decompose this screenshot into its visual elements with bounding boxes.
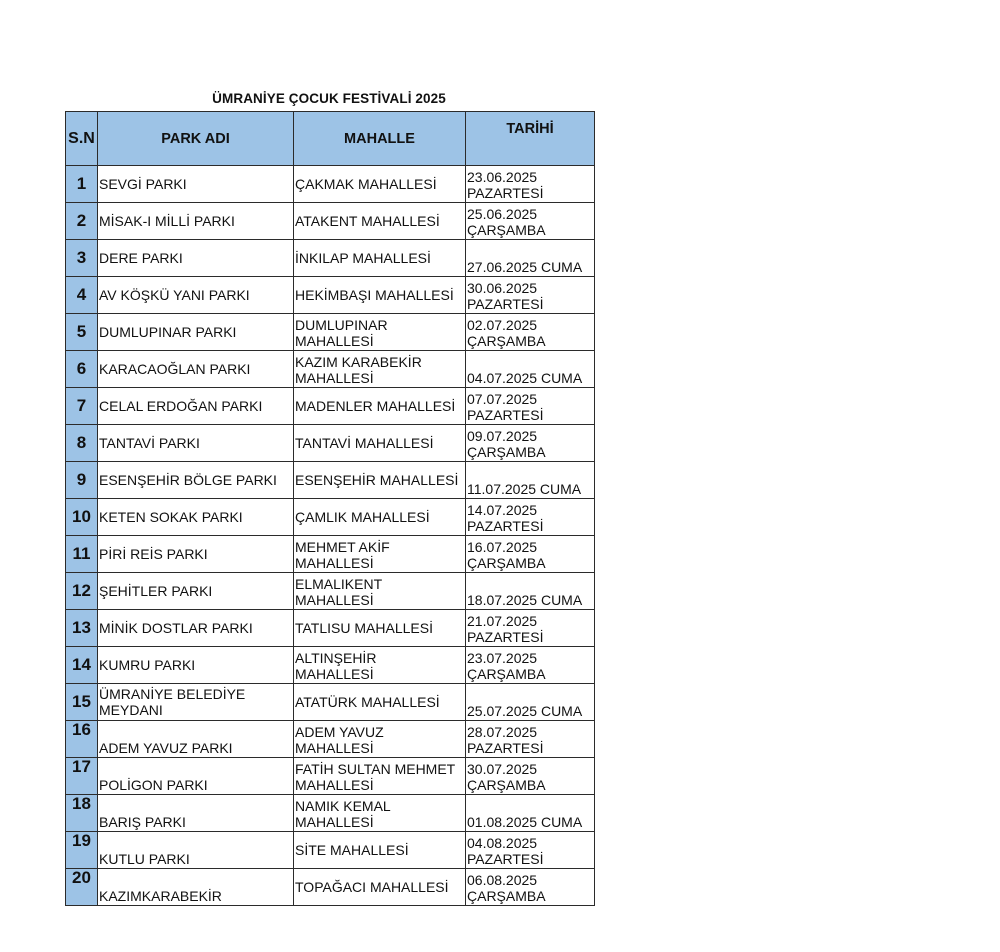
- date-text: ÇARŞAMBA: [467, 777, 546, 793]
- document-title: ÜMRANİYE ÇOCUK FESTİVALİ 2025: [212, 91, 446, 106]
- mahalle-name: MAHALLESİ: [295, 814, 374, 830]
- date-cell: [466, 240, 595, 277]
- row-number: 8: [66, 425, 98, 462]
- table-row: [66, 277, 595, 314]
- mahalle-cell: [294, 684, 466, 721]
- park-name: KUTLU PARKI: [99, 851, 190, 867]
- date-text: 25.06.2025: [467, 206, 538, 222]
- park-name-cell: [98, 610, 294, 647]
- park-name: DERE PARKI: [99, 250, 183, 266]
- row-number: 15: [66, 684, 98, 721]
- park-name-cell: [98, 240, 294, 277]
- row-number: 20: [66, 869, 98, 906]
- row-number: 9: [66, 462, 98, 499]
- date-cell: [466, 166, 595, 203]
- mahalle-cell: [294, 203, 466, 240]
- column-header-sn: S.N: [66, 112, 98, 166]
- mahalle-cell: [294, 610, 466, 647]
- park-name-cell: [98, 351, 294, 388]
- row-number: 10: [66, 499, 98, 536]
- park-name: MİSAK-I MİLLİ PARKI: [99, 213, 235, 229]
- row-number: 14: [66, 647, 98, 684]
- row-number: 4: [66, 277, 98, 314]
- date-text: 01.08.2025 CUMA: [467, 814, 583, 830]
- park-name: KARACAOĞLAN PARKI: [99, 361, 251, 377]
- column-header-mahalle: MAHALLE: [294, 112, 466, 166]
- mahalle-name: MAHALLESİ: [295, 333, 374, 349]
- table-row: [66, 869, 595, 906]
- date-text: ÇARŞAMBA: [467, 222, 546, 238]
- mahalle-name: ATAKENT MAHALLESİ: [295, 213, 440, 229]
- park-name: TANTAVİ PARKI: [99, 435, 200, 451]
- table-row: [66, 536, 595, 573]
- mahalle-name: NAMIK KEMAL: [295, 798, 391, 814]
- park-name: MEYDANI: [99, 702, 163, 718]
- row-number: 19: [66, 832, 98, 869]
- park-name: KAZIMKARABEKİR: [99, 888, 222, 904]
- mahalle-name: MAHALLESİ: [295, 740, 374, 756]
- date-text: ÇARŞAMBA: [467, 666, 546, 682]
- date-text: 23.06.2025: [467, 169, 538, 185]
- row-number: 16: [66, 721, 98, 758]
- mahalle-cell: [294, 721, 466, 758]
- table-row: [66, 462, 595, 499]
- date-cell: [466, 388, 595, 425]
- mahalle-cell: [294, 166, 466, 203]
- date-cell: [466, 758, 595, 795]
- date-text: 25.07.2025 CUMA: [467, 703, 583, 719]
- row-number: 6: [66, 351, 98, 388]
- row-number: 11: [66, 536, 98, 573]
- date-cell: [466, 203, 595, 240]
- mahalle-name: MAHALLESİ: [295, 666, 374, 682]
- park-name-cell: [98, 721, 294, 758]
- park-name-cell: [98, 536, 294, 573]
- park-name-cell: [98, 758, 294, 795]
- date-text: 09.07.2025: [467, 428, 538, 444]
- mahalle-name: ESENŞEHİR MAHALLESİ: [295, 472, 459, 488]
- park-name-cell: [98, 499, 294, 536]
- mahalle-cell: [294, 240, 466, 277]
- mahalle-cell: [294, 277, 466, 314]
- mahalle-name: ATATÜRK MAHALLESİ: [295, 694, 440, 710]
- park-name: ESENŞEHİR BÖLGE PARKI: [99, 472, 277, 488]
- date-cell: [466, 499, 595, 536]
- date-cell: [466, 647, 595, 684]
- row-number: 12: [66, 573, 98, 610]
- table-row: [66, 573, 595, 610]
- park-name-cell: [98, 573, 294, 610]
- mahalle-name: ÇAMLIK MAHALLESİ: [295, 509, 430, 525]
- date-text: 04.07.2025 CUMA: [467, 370, 583, 386]
- mahalle-name: MEHMET AKİF: [295, 539, 390, 555]
- date-text: PAZARTESİ: [467, 740, 544, 756]
- park-name-cell: [98, 795, 294, 832]
- mahalle-cell: [294, 647, 466, 684]
- date-text: ÇARŞAMBA: [467, 444, 546, 460]
- table-row: [66, 721, 595, 758]
- mahalle-cell: [294, 832, 466, 869]
- table-row: [66, 203, 595, 240]
- mahalle-name: ELMALIKENT: [295, 576, 383, 592]
- row-number: 17: [66, 758, 98, 795]
- date-text: 14.07.2025: [467, 502, 538, 518]
- park-name-cell: [98, 462, 294, 499]
- date-cell: [466, 425, 595, 462]
- park-name: AV KÖŞKÜ YANI PARKI: [99, 287, 250, 303]
- mahalle-name: ALTINŞEHİR: [295, 650, 377, 666]
- row-number: 5: [66, 314, 98, 351]
- mahalle-cell: [294, 351, 466, 388]
- date-text: 02.07.2025: [467, 317, 538, 333]
- table-row: [66, 499, 595, 536]
- date-text: PAZARTESİ: [467, 407, 544, 423]
- date-text: PAZARTESİ: [467, 851, 544, 867]
- date-cell: [466, 536, 595, 573]
- mahalle-cell: [294, 536, 466, 573]
- park-name: POLİGON PARKI: [99, 777, 208, 793]
- mahalle-cell: [294, 795, 466, 832]
- date-cell: [466, 869, 595, 906]
- row-number: 3: [66, 240, 98, 277]
- mahalle-name: DUMLUPINAR: [295, 317, 388, 333]
- row-number: 13: [66, 610, 98, 647]
- mahalle-name: İNKILAP MAHALLESİ: [295, 250, 431, 266]
- mahalle-cell: [294, 758, 466, 795]
- mahalle-cell: [294, 869, 466, 906]
- date-text: PAZARTESİ: [467, 185, 544, 201]
- column-header-tarih: TARİHİ: [466, 112, 595, 166]
- mahalle-cell: [294, 388, 466, 425]
- table-row: [66, 795, 595, 832]
- date-cell: [466, 795, 595, 832]
- table-row: [66, 832, 595, 869]
- date-text: 11.07.2025 CUMA: [467, 481, 582, 497]
- park-name: CELAL ERDOĞAN PARKI: [99, 398, 263, 414]
- date-cell: [466, 462, 595, 499]
- park-name-cell: [98, 647, 294, 684]
- mahalle-cell: [294, 573, 466, 610]
- mahalle-name: MAHALLESİ: [295, 777, 374, 793]
- date-cell: [466, 684, 595, 721]
- date-cell: [466, 721, 595, 758]
- date-cell: [466, 351, 595, 388]
- mahalle-cell: [294, 499, 466, 536]
- date-text: ÇARŞAMBA: [467, 333, 546, 349]
- festival-schedule-table: [65, 111, 595, 906]
- date-text: 04.08.2025: [467, 835, 538, 851]
- date-text: 06.08.2025: [467, 872, 538, 888]
- mahalle-name: MADENLER MAHALLESİ: [295, 398, 456, 414]
- table-row: [66, 647, 595, 684]
- date-text: ÇARŞAMBA: [467, 555, 546, 571]
- mahalle-name: ÇAKMAK MAHALLESİ: [295, 176, 437, 192]
- park-name: KUMRU PARKI: [99, 657, 196, 673]
- table-row: [66, 684, 595, 721]
- park-name-cell: [98, 869, 294, 906]
- park-name: ŞEHİTLER PARKI: [99, 583, 213, 599]
- date-text: 27.06.2025 CUMA: [467, 259, 583, 275]
- mahalle-name: MAHALLESİ: [295, 592, 374, 608]
- date-text: 07.07.2025: [467, 391, 538, 407]
- mahalle-name: SİTE MAHALLESİ: [295, 842, 409, 858]
- park-name: PİRİ REİS PARKI: [99, 546, 208, 562]
- date-cell: [466, 832, 595, 869]
- date-text: ÇARŞAMBA: [467, 888, 546, 904]
- mahalle-name: TANTAVİ MAHALLESİ: [295, 435, 434, 451]
- mahalle-name: KAZIM KARABEKİR: [295, 354, 422, 370]
- park-name-cell: [98, 203, 294, 240]
- date-cell: [466, 610, 595, 647]
- park-name-cell: [98, 314, 294, 351]
- table-row: [66, 758, 595, 795]
- table-row: [66, 314, 595, 351]
- park-name: DUMLUPINAR PARKI: [99, 324, 237, 340]
- mahalle-cell: [294, 462, 466, 499]
- table-row: [66, 166, 595, 203]
- mahalle-name: FATİH SULTAN MEHMET: [295, 761, 456, 777]
- mahalle-name: TOPAĞACI MAHALLESİ: [295, 879, 449, 895]
- table-row: [66, 425, 595, 462]
- mahalle-cell: [294, 314, 466, 351]
- park-name-cell: [98, 388, 294, 425]
- mahalle-name: MAHALLESİ: [295, 555, 374, 571]
- date-text: PAZARTESİ: [467, 518, 544, 534]
- header-row: [66, 112, 595, 166]
- date-text: 23.07.2025: [467, 650, 538, 666]
- date-text: 18.07.2025 CUMA: [467, 592, 583, 608]
- mahalle-name: MAHALLESİ: [295, 370, 374, 386]
- park-name: BARIŞ PARKI: [99, 814, 186, 830]
- date-cell: [466, 314, 595, 351]
- park-name: SEVGİ PARKI: [99, 176, 187, 192]
- park-name-cell: [98, 832, 294, 869]
- mahalle-name: ADEM YAVUZ: [295, 724, 384, 740]
- table-row: [66, 388, 595, 425]
- park-name-cell: [98, 277, 294, 314]
- park-name-cell: [98, 425, 294, 462]
- date-text: 30.06.2025: [467, 280, 538, 296]
- date-cell: [466, 573, 595, 610]
- row-number: 1: [66, 166, 98, 203]
- date-text: 30.07.2025: [467, 761, 538, 777]
- mahalle-name: HEKİMBAŞI MAHALLESİ: [295, 287, 454, 303]
- park-name-cell: [98, 684, 294, 721]
- table-row: [66, 240, 595, 277]
- park-name: ÜMRANİYE BELEDİYE: [99, 686, 246, 702]
- park-name-cell: [98, 166, 294, 203]
- row-number: 2: [66, 203, 98, 240]
- date-text: 16.07.2025: [467, 539, 538, 555]
- mahalle-cell: [294, 425, 466, 462]
- row-number: 18: [66, 795, 98, 832]
- park-name: ADEM YAVUZ PARKI: [99, 740, 233, 756]
- date-text: 21.07.2025: [467, 613, 538, 629]
- mahalle-name: TATLISU MAHALLESİ: [295, 620, 433, 636]
- park-name: MİNİK DOSTLAR PARKI: [99, 620, 253, 636]
- column-header-park: PARK ADI: [98, 112, 294, 166]
- row-number: 7: [66, 388, 98, 425]
- date-text: PAZARTESİ: [467, 629, 544, 645]
- date-text: 28.07.2025: [467, 724, 538, 740]
- park-name: KETEN SOKAK PARKI: [99, 509, 243, 525]
- table-row: [66, 610, 595, 647]
- table-row: [66, 351, 595, 388]
- date-cell: [466, 277, 595, 314]
- date-text: PAZARTESİ: [467, 296, 544, 312]
